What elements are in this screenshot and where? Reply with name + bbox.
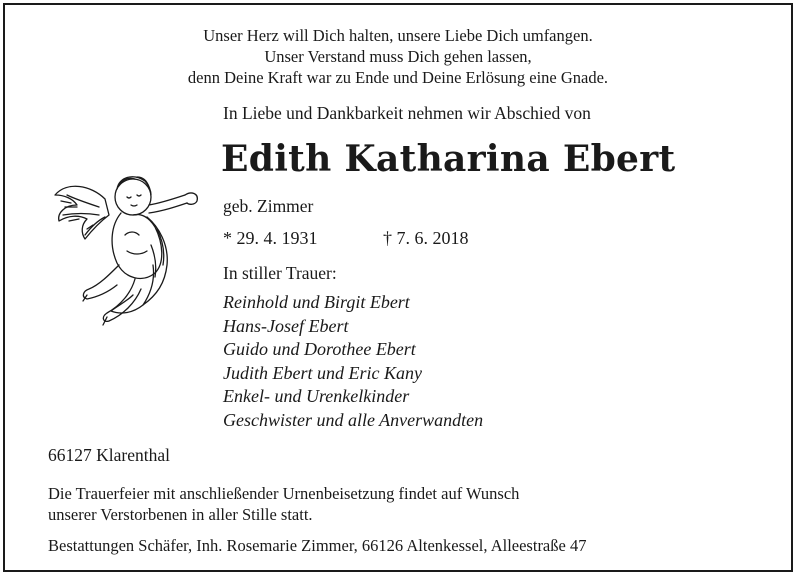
cherub-angel-icon bbox=[47, 155, 219, 335]
ceremony-note bbox=[48, 483, 519, 525]
poem-line: denn Deine Kraft war zu Ende und Deine Erlösung eine Gnade. bbox=[187, 68, 609, 87]
list-item: Reinhold und Birgit Ebert bbox=[223, 292, 410, 312]
ceremony-line: Die Trauerfeier mit anschließender Urnenbeisetzung findet auf Wunsch bbox=[48, 484, 520, 503]
death-date: † 7. 6. 2018 bbox=[383, 228, 469, 248]
poem-line: Unser Herz will Dich halten, unsere Liebe Dich umfangen. bbox=[203, 26, 593, 45]
ceremony-line: unserer Verstorbenen in aller Stille statt. bbox=[48, 505, 313, 524]
maiden-name: geb. Zimmer bbox=[223, 196, 314, 216]
list-item: Geschwister und alle Anverwandten bbox=[223, 409, 484, 430]
poem-line: Unser Verstand muss Dich gehen lassen, bbox=[264, 47, 532, 66]
undertaker-info: Bestattungen Schäfer, Inh. Rosemarie Zimmer, 66126 Altenkessel, Alleestraße 47 bbox=[48, 536, 587, 555]
deceased-name: Edith Katharina Ebert bbox=[221, 138, 676, 180]
mourning-label: In stiller Trauer: bbox=[223, 263, 337, 283]
farewell-intro: In Liebe und Dankbarkeit nehmen wir Abschied von bbox=[223, 103, 591, 123]
obituary-notice bbox=[3, 3, 793, 572]
list-item: Enkel- und Urenkelkinder bbox=[223, 386, 410, 407]
life-dates bbox=[223, 228, 469, 249]
birth-date: * 29. 4. 1931 bbox=[223, 228, 318, 248]
list-item: Judith Ebert und Eric Kany bbox=[223, 362, 422, 383]
memorial-poem bbox=[5, 25, 791, 88]
place: 66127 Klarenthal bbox=[48, 445, 170, 465]
mourners-list bbox=[223, 291, 483, 433]
list-item: Guido und Dorothee Ebert bbox=[223, 339, 416, 360]
list-item: Hans-Josef Ebert bbox=[223, 315, 349, 336]
